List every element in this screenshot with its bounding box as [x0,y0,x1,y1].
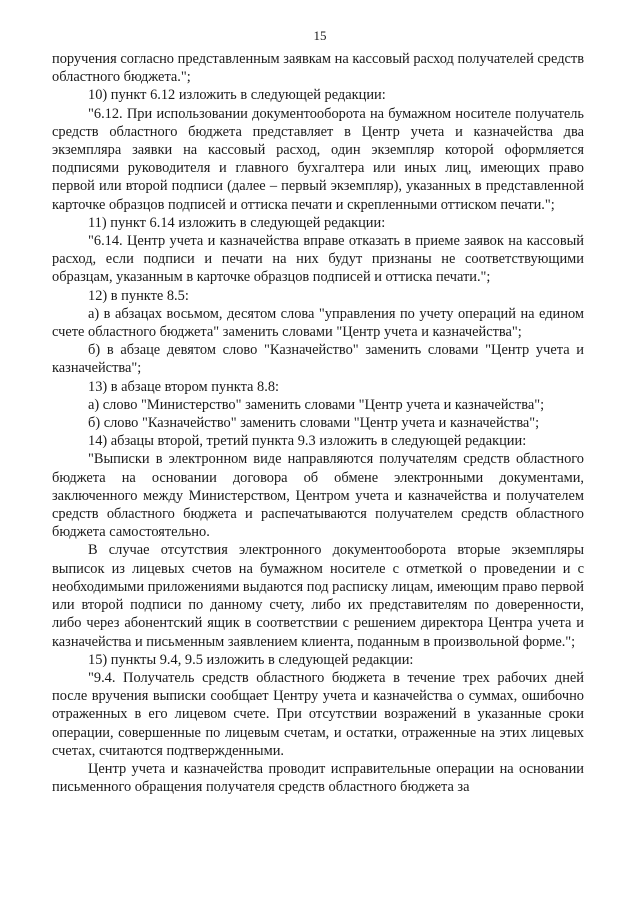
paragraph-item-12: 12) в пункте 8.5: [88,287,189,304]
paragraph-clause-9-3-b: В случае отсутствия электронного документооборота вторые экземпляры выписок из лицевых счетов на бумажном носителе с отметкой о проведении и с необходимыми приложениями выдаются под расписку лицам, имеющим право первой или второй подписи по данному счету, либо их представителям по доверенности, либо через абонентский ящик в соответствии с решением директора Центра учета и казначейства и письменным заявлением клиента, поданным в произвольной форме."; [52,542,584,650]
paragraph-continuation: поручения согласно представленным заявкам на кассовый расход получателей средств областного бюджета."; [52,51,584,86]
paragraph-item-10: 10) пункт 6.12 изложить в следующей редакции: [88,87,386,104]
document-body [52,50,584,796]
paragraph-item-14: 14) абзацы второй, третий пункта 9.3 изложить в следующей редакции: [88,433,527,450]
paragraph-item-13a: а) слово "Министерство" заменить словами "Центр учета и казначейства"; [88,396,545,413]
paragraph-item-12b: б) в абзаце девятом слово "Казначейство" заменить словами "Центр учета и казначейства"; [52,342,584,377]
paragraph-item-12a: а) в абзацах восьмом, десятом слова "управления по учету операций на едином счете областного бюджета" заменить словами "Центр учета и казначейства"; [52,305,584,341]
paragraph-clause-9-4-cont: Центр учета и казначейства проводит исправительные операции на основании письменного обращения получателя средств областного бюджета за [52,760,584,796]
paragraph-clause-6-14: "6.14. Центр учета и казначейства вправе отказать в приеме заявок на кассовый расход, если подписи и печати на них будут признаны не соответствующими образцам, указанным в карточке образцов подписей и оттиска печати."; [52,233,584,286]
page-number: 15 [313,28,327,43]
paragraph-clause-9-3-a: "Выписки в электронном виде направляются получателям средств областного бюджета на основании договора об обмене электронными документами, заключенного между Министерством, Центром учета и казначейства и получателем средств областного бюджета и распечатываются получателем средств областного бюджета самостоятельно. [52,451,584,541]
paragraph-item-15: 15) пункты 9.4, 9.5 изложить в следующей редакции: [88,651,414,668]
paragraph-clause-9-4: "9.4. Получатель средств областного бюджета в течение трех рабочих дней после вручения выписки сообщает Центру учета и казначейства о суммах, ошибочно отраженных в его лицевом счете. При отсутствии возражений в указанные сроки операции, совершенные по лицевым счетам, и остатки, отраженные на этих лицевых счетах, считаются подтвержденными. [52,669,584,759]
paragraph-item-13b: б) слово "Казначейство" заменить словами "Центр учета и казначейства"; [88,415,540,432]
paragraph-item-13: 13) в абзаце втором пункта 8.8: [88,378,280,395]
paragraph-item-11: 11) пункт 6.14 изложить в следующей редакции: [88,214,386,231]
paragraph-clause-6-12: "6.12. При использовании документооборота на бумажном носителе получатель средств областного бюджета представляет в Центр учета и казначейства два экземпляра заявки на кассовый расход, один экземпляр которой оформляется подписями руководителя и главного бухгалтера или иных лиц, имеющих право первой или второй подписи (далее – первый экземпляр), указанных в представленной карточке образцов подписей и оттиска печати и скрепленными оттиском печати."; [52,105,584,213]
